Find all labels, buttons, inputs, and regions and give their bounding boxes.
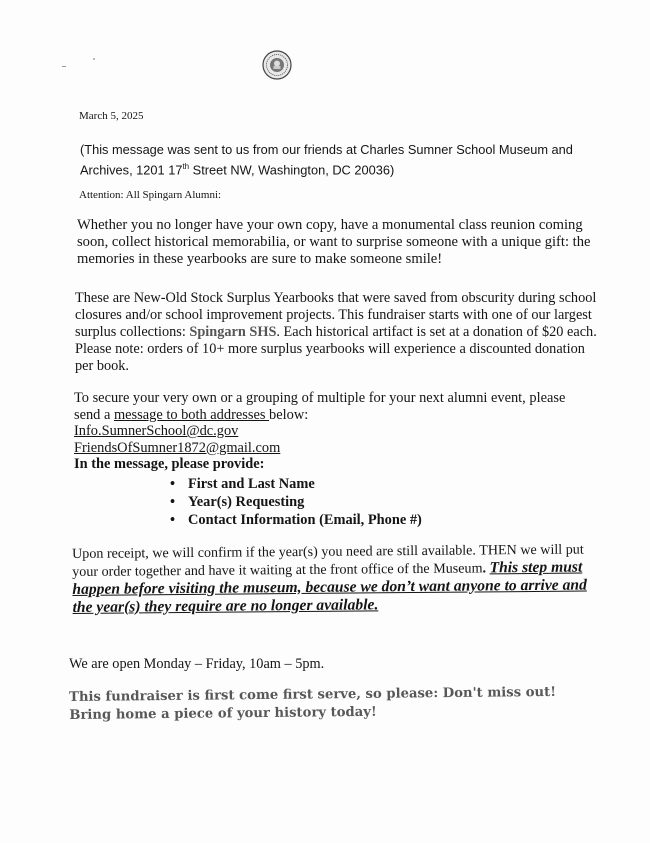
scan-speck bbox=[93, 58, 95, 60]
email-link-info[interactable]: Info.SumnerSchool@dc.gov bbox=[74, 423, 239, 439]
description-paragraph: These are New-Old Stock Surplus Yearbooks that were saved from obscurity during school closures and/or school improvement projects. This fundraiser starts with one of our largest surplus collections: Spingarn SHS. Each historical artifact is set at a donation of $20 each. Please note: orders of 10+ more surplus yearbooks will experience a discounted donation per book. bbox=[75, 290, 597, 374]
requirements-list bbox=[170, 475, 422, 529]
warning-text: This step must happen before visiting the museum, because we don’t want anyone to arrive and the year(s) they require are no longer available. bbox=[72, 558, 587, 616]
email-link-friends[interactable]: FriendsOfSumner1872@gmail.com bbox=[74, 439, 281, 456]
letter-date: March 5, 2025 bbox=[79, 110, 144, 122]
message-instruction: In the message, please provide: bbox=[74, 456, 265, 472]
intro-paragraph: Whether you no longer have your own copy, have a monumental class reunion coming soon, collect historical memorabilia, or want to surprise someone with a unique gift: the memories in these yearbooks are sure to make someone smile! bbox=[77, 217, 591, 267]
school-seal-icon bbox=[262, 50, 292, 80]
order-instructions: To secure your very own or a grouping of multiple for your next alumni event, please send a message to both addresses below: Info.SumnerSchool@dc.gov FriendsOfSumner1872@gmail.com In the message, please provide: bbox=[74, 390, 566, 472]
source-notice: (This message was sent to us from our friends at Charles Sumner School Museum and Archives, 1201 17th Street NW, Washington, DC 20036) bbox=[80, 142, 573, 178]
list-item: • First and Last Name bbox=[170, 475, 422, 493]
closing-message: This fundraiser is first come first serve, so please: Don't miss out! Bring home a piece of your history today! bbox=[69, 684, 557, 723]
confirmation-paragraph: Upon receipt, we will confirm if the year(s) you need are still available. THEN we will put your order together and have it waiting at the front office of the Museum. This step must happen before visiting the museum, because we don’t want anyone to arrive and the year(s) they require are no longer available. bbox=[72, 541, 587, 616]
scan-speck bbox=[62, 66, 66, 67]
list-item: • Year(s) Requesting bbox=[170, 493, 422, 511]
opening-hours: We are open Monday – Friday, 10am – 5pm. bbox=[69, 656, 325, 672]
list-item: • Contact Information (Email, Phone #) bbox=[170, 511, 422, 529]
school-name-highlight: Spingarn SHS bbox=[189, 324, 277, 340]
attention-line: Attention: All Spingarn Alumni: bbox=[79, 189, 222, 201]
